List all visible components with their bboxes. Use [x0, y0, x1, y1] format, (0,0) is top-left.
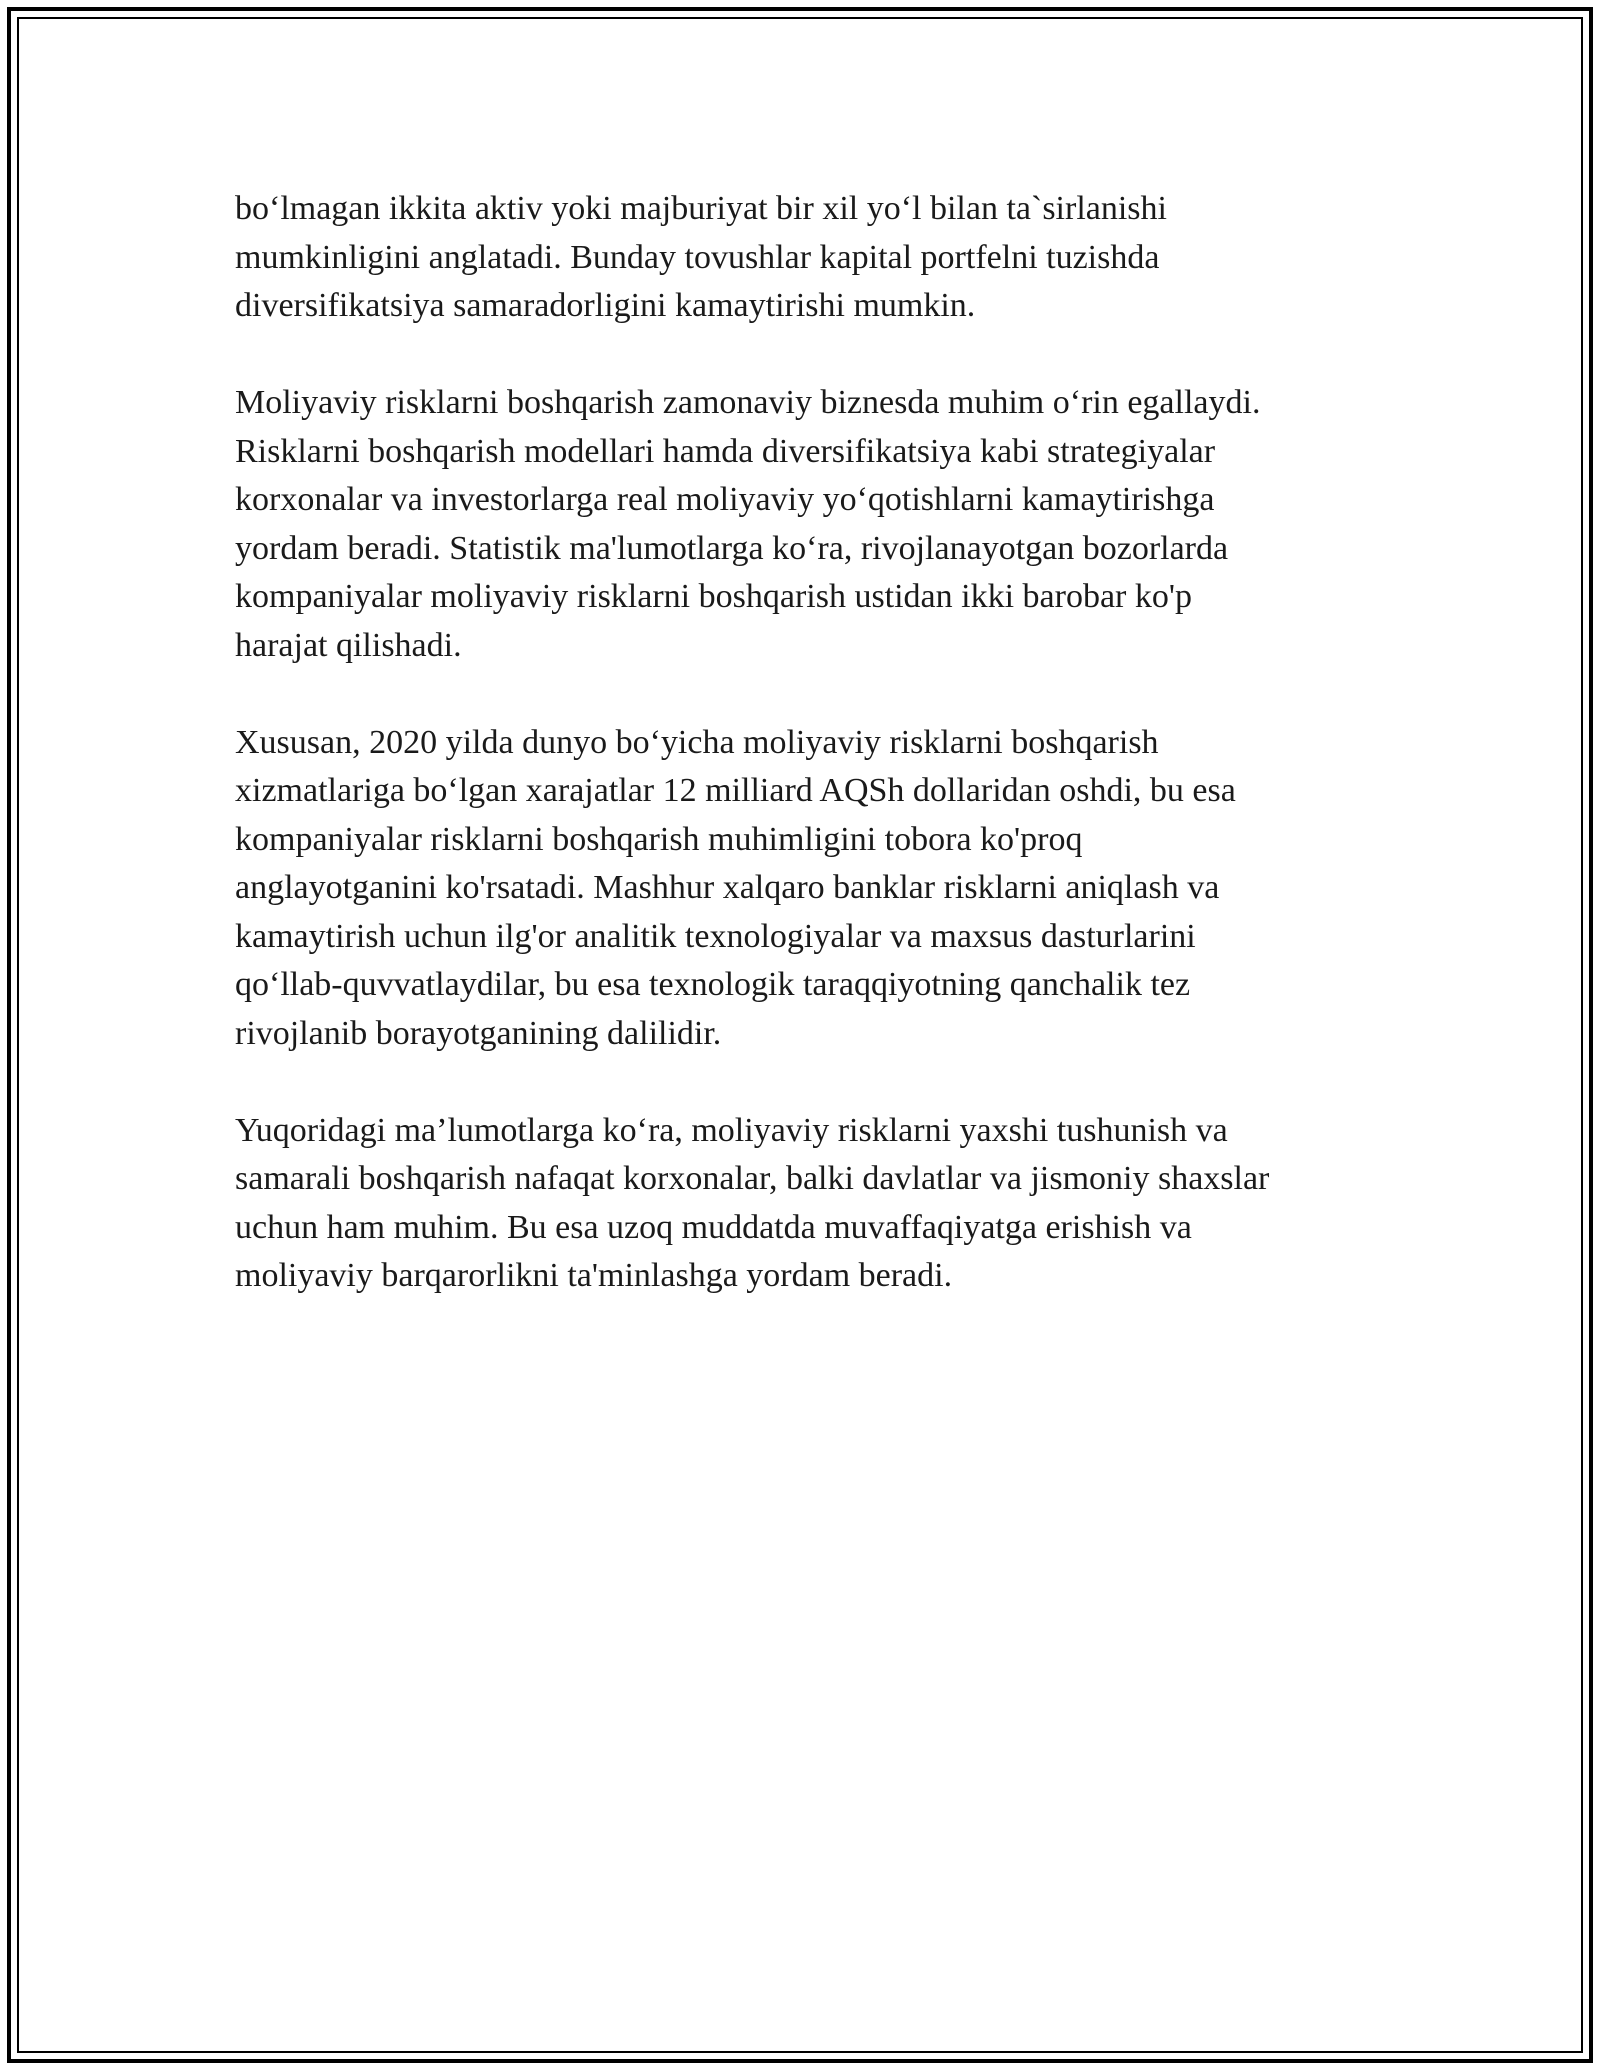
document-body	[235, 185, 1415, 1349]
paragraph-4: Yuqoridagi ma’lumotlarga ko‘ra, moliyaviy risklarni yaxshi tushunish va samarali boshqarish nafaqat korxonalar, balki davlatlar va jismoniy shaxslar uchun ham muhim. Bu esa uzoq muddatda muvaffaqiyatga erishish va moliyaviy barqarorlikni ta'minlashga yordam beradi.	[235, 1111, 1270, 1294]
paragraph-3: Xususan, 2020 yilda dunyo bo‘yicha moliyaviy risklarni boshqarish xizmatlariga bo‘lgan xarajatlar 12 milliard AQSh dollaridan oshdi, bu esa kompaniyalar risklarni boshqarish muhimligini tobora ko'proq anglayotganini ko'rsatadi. Mashhur xalqaro banklar risklarni aniqlash va kamaytirish uchun ilg'or analitik texnologiyalar va maxsus dasturlarini qo‘llab-quvvatlaydilar, bu esa texnologik taraqqiyotning qanchalik tez rivojlanib borayotganining dalilidir.	[235, 723, 1236, 1052]
paragraph-2: Moliyaviy risklarni boshqarish zamonaviy biznesda muhim o‘rin egallaydi. Risklarni boshqarish modellari hamda diversifikatsiya kabi strategiyalar korxonalar va investorlarga real moliyaviy yo‘qotishlarni kamaytirishga yordam beradi. Statistik ma'lumotlarga ko‘ra, rivojlanayotgan bozorlarda kompaniyalar moliyaviy risklarni boshqarish ustidan ikki barobar ko'p harajat qilishadi.	[235, 384, 1261, 664]
paragraph-1: bo‘lmagan ikkita aktiv yoki majburiyat bir xil yo‘l bilan ta`sirlanishi mumkinligini anglatadi. Bunday tovushlar kapital portfelni tuzishda diversifikatsiya samaradorligini kamaytirishi mumkin.	[235, 190, 1167, 324]
